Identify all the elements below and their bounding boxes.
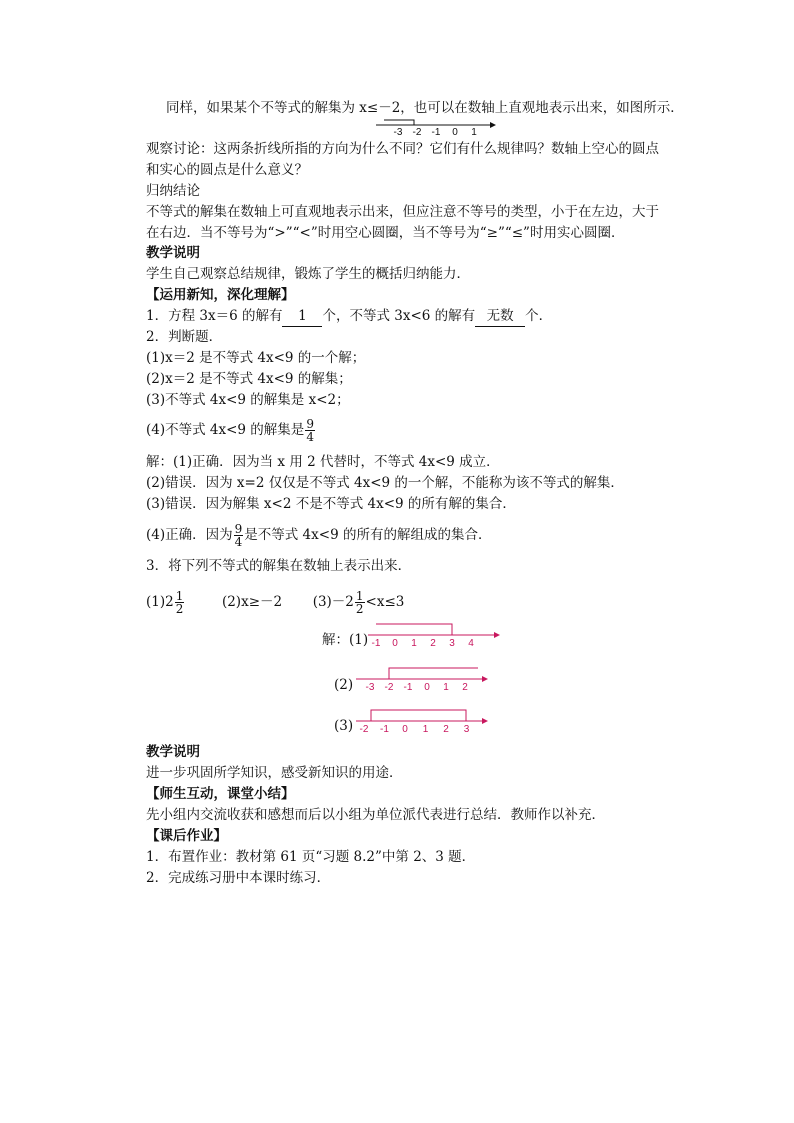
tick-label: 1 (411, 638, 417, 649)
answer-1: 解：(1)正确．因为当 x 用 2 代替时，不等式 4x<9 成立． (146, 454, 500, 470)
paragraph-teaching-note-1: 学生自己观察总结规律，锻炼了学生的概括归纳能力． (146, 266, 470, 282)
number-line-solution-1 (366, 620, 502, 650)
tick-label: 2 (443, 724, 449, 735)
fraction-one-half: $\frac{1}{2}$ (355, 589, 364, 616)
homework-item-1: 1．布置作业：教材第 61 页“习题 8.2”中第 2、3 题． (146, 849, 476, 865)
tick-label: -3 (365, 682, 375, 693)
solution-polyline (389, 668, 478, 679)
tick-label: 2 (462, 682, 468, 693)
axis-arrow (494, 632, 500, 638)
heading-teaching-note-2: 教学说明 (146, 744, 200, 760)
heading-homework: 【课后作业】 (146, 828, 227, 844)
paragraph-interaction-summary: 先小组内交流收获和感想而后以小组为单位派代表进行总结．教师作以补充． (146, 807, 605, 823)
question-1 (146, 306, 552, 327)
tick-label: 3 (463, 724, 470, 735)
heading-teaching-note-1: 教学说明 (146, 245, 200, 261)
number-line-solution-3 (354, 706, 490, 736)
question-2-item-2: (2)x＝2 是不等式 4x<9 的解集； (146, 371, 352, 387)
number-line-x-le-minus2 (372, 117, 496, 139)
tick-label: 0 (424, 682, 430, 693)
tick-label: 0 (392, 638, 398, 649)
paragraph-solution-set-example: 同样，如果某个不等式的解集为 x≤－2，也可以在数轴上直观地表示出来，如图所示． (166, 100, 684, 116)
tick-label: -2 (384, 682, 394, 693)
tick-label: 2 (430, 638, 436, 649)
fraction-nine-fourths: $\frac{9}{4}$ (234, 522, 243, 549)
question-3-items (146, 590, 404, 615)
answer-4-post: 是不等式 4x<9 的所有的解组成的集合． (244, 527, 492, 543)
question-2-item-4-text: (4)不等式 4x<9 的解集是 (146, 422, 305, 438)
tick-label: 0 (402, 724, 408, 735)
tick-label: 1 (422, 724, 429, 735)
question-1-mid: 个，不等式 3x<6 的解有 (322, 308, 476, 324)
question-3: 3．将下列不等式的解集在数轴上表示出来． (146, 558, 412, 574)
heading-interaction-summary: 【师生互动，课堂小结】 (146, 786, 295, 802)
paragraph-conclusion-line1: 不等式的解集在数轴上可直观地表示出来，但应注意不等号的类型，小于在左边，大于 (146, 204, 659, 220)
paragraph-discussion-line1: 观察讨论：这两条折线所指的方向为什么不同？它们有什么规律吗？数轴上空心的圆点 (146, 141, 659, 157)
fraction-nine-fourths: $\frac{9}{4}$ (306, 417, 314, 444)
answer-2: (2)错误．因为 x=2 仅仅是不等式 4x<9 的一个解，不能称为该不等式的解集． (146, 475, 624, 491)
answer-3: (3)错误．因为解集 x<2 不是不等式 4x<9 的所有解的集合． (146, 496, 516, 512)
tick-label: -2 (412, 127, 422, 138)
paragraph-discussion-line2: 和实心的圆点是什么意义？ (146, 162, 308, 178)
paragraph-teaching-note-2: 进一步巩固所学知识，感受新知识的用途． (146, 765, 403, 781)
question-1-post: 个． (525, 308, 553, 324)
heading-apply-knowledge: 【运用新知，深化理解】 (146, 287, 295, 303)
axis-arrow (482, 676, 488, 682)
paragraph-conclusion-line2: 在右边．当不等号为“>”“<”时用空心圆圈，当不等号为“≥”“≤”时用实心圆圈． (146, 225, 625, 241)
question-3-item-1: (1)2 (146, 594, 174, 610)
tick-label: -1 (431, 127, 441, 138)
question-2-item-1: (1)x＝2 是不等式 4x<9 的一个解； (146, 350, 366, 366)
tick-label: -1 (403, 682, 413, 693)
question-1-pre: 1．方程 3x＝6 的解有 (146, 308, 283, 324)
tick-label: -1 (371, 638, 381, 649)
solution-label-1: 解：(1) (322, 632, 369, 648)
answer-4 (146, 523, 491, 548)
solution-polyline (371, 710, 466, 721)
answer-4-pre: (4)正确．因为 (146, 527, 233, 543)
tick-label: 1 (471, 127, 477, 138)
heading-conclusion: 归纳结论 (146, 183, 200, 199)
tick-label: 0 (452, 127, 458, 138)
solution-label-3: (3) (334, 718, 354, 734)
tick-label: 3 (449, 638, 455, 649)
solution-polyline (384, 120, 414, 125)
homework-item-2: 2．完成练习册中本课时练习． (146, 870, 331, 886)
question-1-blank-2: 无数 (475, 306, 525, 327)
question-2: 2．判断题． (146, 329, 223, 345)
fraction-one-half: $\frac{1}{2}$ (175, 589, 184, 616)
tick-label: -1 (380, 724, 389, 735)
solution-polyline (376, 624, 452, 635)
tick-label: 1 (443, 682, 449, 693)
tick-label: -3 (393, 127, 403, 138)
tick-label: -2 (359, 724, 369, 735)
question-2-item-3: (3)不等式 4x<9 的解集是 x<2； (146, 392, 350, 408)
number-line-solution-2 (354, 664, 490, 694)
question-3-item-2: (2)x≥－2 (221, 594, 283, 610)
question-3-item-3-post: <x≤3 (365, 594, 405, 610)
question-2-item-4 (146, 418, 316, 443)
tick-label: 4 (468, 638, 474, 649)
question-1-blank-1: 1 (282, 306, 322, 327)
question-3-item-3: (3)－2 (312, 594, 354, 610)
axis-arrow (490, 122, 496, 128)
solution-label-2: (2) (334, 677, 354, 693)
axis-arrow (482, 718, 488, 724)
